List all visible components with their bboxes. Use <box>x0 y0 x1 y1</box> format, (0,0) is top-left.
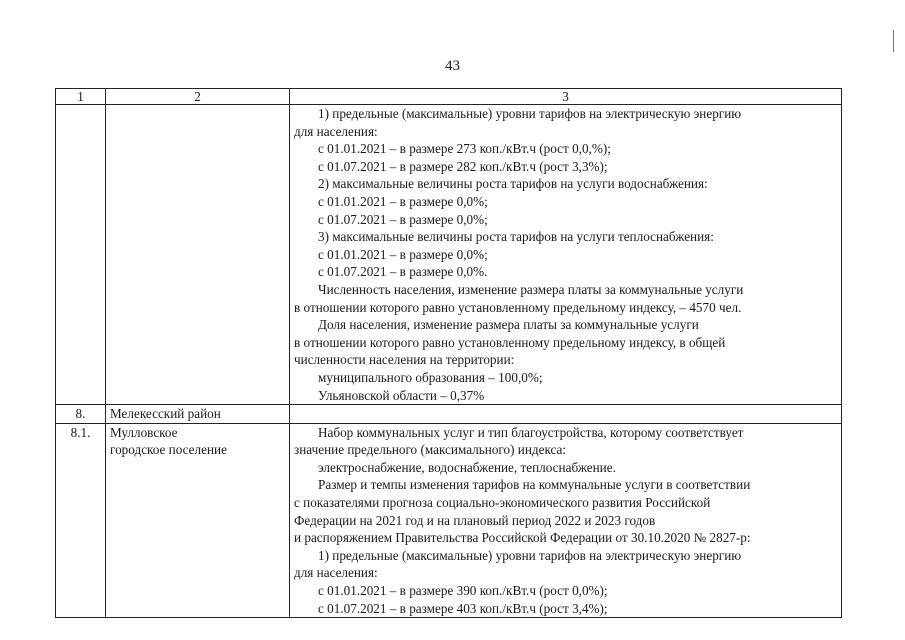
description-line: 1) предельные (максимальные) уровни тарифов на электрическую энергию <box>318 547 742 563</box>
description-line: 2) максимальные величины роста тарифов на услуги водоснабжения: <box>318 176 708 192</box>
table-row <box>56 405 842 424</box>
description-line: с 01.07.2021 – в размере 0,0%; <box>318 211 488 227</box>
description-line: Доля населения, изменение размера платы за коммунальные услуги <box>318 317 699 333</box>
description-cell <box>290 423 842 618</box>
territory-name-cell <box>106 405 290 424</box>
description-line: с 01.07.2021 – в размере 403 коп./кВт.ч (рост 3,4%); <box>318 600 608 616</box>
table-row <box>56 423 842 618</box>
table-row <box>56 105 842 405</box>
description-line: с показателями прогноза социально-экономического развития Российской <box>294 495 711 511</box>
description-line: 1) предельные (максимальные) уровни тарифов на электрическую энергию <box>318 106 742 121</box>
header-cell-1: 1 <box>56 89 106 105</box>
table-header-row <box>56 89 842 105</box>
description-cell <box>290 405 842 424</box>
territory-name-line: городское поселение <box>110 442 227 458</box>
description-line: Федерации на 2021 год и на плановый период 2022 и 2023 годов <box>294 512 656 528</box>
description-line: для населения: <box>294 123 378 139</box>
description-line: и распоряжением Правительства Российской Федерации от 30.10.2020 № 2827-р: <box>294 530 751 546</box>
description-line: с 01.07.2021 – в размере 0,0%. <box>318 264 488 280</box>
header-cell-3: 3 <box>290 89 842 105</box>
description-line: Набор коммунальных услуг и тип благоустройства, которому соответствует <box>318 424 744 440</box>
description-line: с 01.01.2021 – в размере 390 коп./кВт.ч (рост 0,0%); <box>318 583 608 599</box>
description-line: в отношении которого равно установленному предельному индексу, – 4570 чел. <box>294 299 742 315</box>
territory-name-line: Мулловское <box>110 424 178 440</box>
territory-name-line: Мелекесский район <box>110 406 221 422</box>
row-number-cell <box>56 105 106 405</box>
description-line: с 01.01.2021 – в размере 0,0%; <box>318 193 488 209</box>
tariff-table <box>55 88 842 618</box>
row-number-cell: 8. <box>56 405 106 424</box>
description-line: для населения: <box>294 565 378 581</box>
description-line: с 01.01.2021 – в размере 273 коп./кВт.ч (рост 0,0,%); <box>318 141 611 157</box>
description-line: с 01.01.2021 – в размере 0,0%; <box>318 246 488 262</box>
description-line: в отношении которого равно установленному предельному индексу, в общей <box>294 334 726 350</box>
territory-name-cell <box>106 423 290 618</box>
page-number: 43 <box>445 58 460 74</box>
description-line: Размер и темпы изменения тарифов на коммунальные услуги в соответствии <box>318 477 751 493</box>
header-cell-2: 2 <box>106 89 290 105</box>
description-line: значение предельного (максимального) индекса: <box>294 442 567 458</box>
description-line: с 01.07.2021 – в размере 282 коп./кВт.ч (рост 3,3%); <box>318 158 608 174</box>
scan-edge-mark <box>893 30 894 52</box>
description-line: муниципального образования – 100,0%; <box>318 369 543 385</box>
description-line: 3) максимальные величины роста тарифов на услуги теплоснабжения: <box>318 229 714 245</box>
description-cell <box>290 105 842 405</box>
description-line: электроснабжение, водоснабжение, теплоснабжение. <box>318 459 616 475</box>
description-line: численности населения на территории: <box>294 352 515 368</box>
territory-name-cell <box>106 105 290 405</box>
description-line: Ульяновской области – 0,37% <box>318 387 485 403</box>
row-number-cell: 8.1. <box>56 423 106 618</box>
description-line: Численность населения, изменение размера платы за коммунальные услуги <box>318 281 744 297</box>
